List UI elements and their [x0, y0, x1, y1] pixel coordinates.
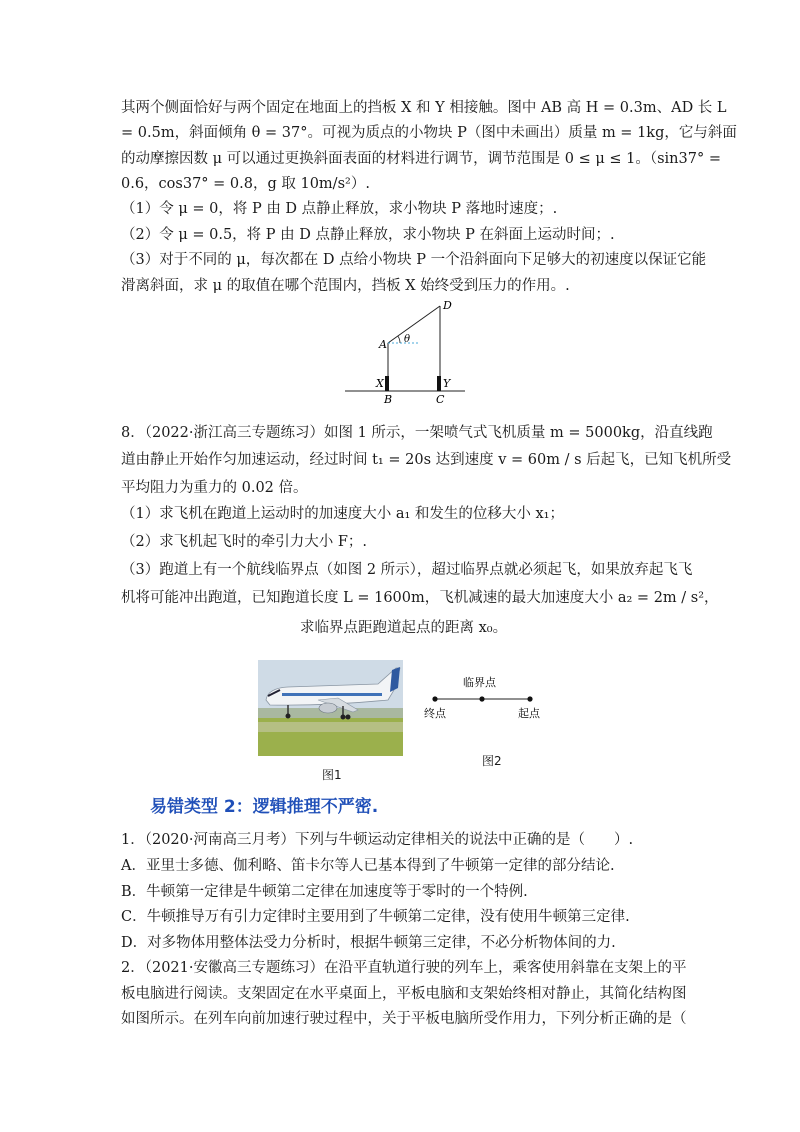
question-3: （3）对于不同的 μ，每次都在 D 点给小物块 P 一个沿斜面向下足够大的初速度以保证它能	[121, 252, 707, 268]
figure-1-caption: 图1	[322, 768, 342, 782]
problem-8-q1: （1）求飞机在跑道上运动时的加速度大小 a₁ 和发生的位移大小 x₁；	[121, 506, 564, 522]
label-X: X	[376, 377, 384, 390]
label-theta: θ	[404, 334, 411, 345]
question-3-cont: 滑离斜面，求 μ 的取值在哪个范围内，挡板 X 始终受到压力的作用。.	[121, 278, 570, 294]
label-critical-point: 临界点	[463, 676, 496, 689]
text-line: = 0.5m，斜面倾角 θ = 37°。可视为质点的小物块 P（图中未画出）质量 m = 1kg，它与斜面	[121, 125, 737, 141]
airplane-photo	[258, 660, 403, 756]
problem-8-line: 平均阻力为重力的 0.02 倍。	[121, 480, 308, 496]
problem-8-line: 道由静止开始作匀加速运动，经过时间 t₁ = 20s 达到速度 v = 60m / s 后起飞，已知飞机所受	[121, 452, 732, 468]
label-A: A	[379, 338, 387, 351]
problem-1-stem: 1．（2020·河南高三月考）下列与牛顿运动定律相关的说法中正确的是（ ）.	[121, 832, 634, 848]
label-Y: Y	[443, 377, 451, 390]
text-line: 其两个侧面恰好与两个固定在地面上的挡板 X 和 Y 相接触。图中 AB 高 H = 0.3m、AD 长 L	[121, 100, 727, 116]
problem-8-q3-cont: 机将可能冲出跑道，已知跑道长度 L = 1600m，飞机减速的最大加速度大小 a₂ = 2m / s²，	[121, 590, 719, 606]
text-line: 的动摩擦因数 μ 可以通过更换斜面表面的材料进行调节，调节范围是 0 ≤ μ ≤ 1。（sin37° =	[121, 151, 721, 167]
label-B: B	[384, 393, 393, 404]
figure-2-caption: 图2	[482, 754, 502, 768]
option-c: C．牛顿推导万有引力定律时主要用到了牛顿第二定律，没有使用牛顿第三定律.	[121, 909, 630, 925]
problem-2-line: 板电脑进行阅读。支架固定在水平桌面上，平板电脑和支架始终相对静止，其简化结构图	[121, 986, 687, 1002]
option-d: D．对多物体用整体法受力分析时，根据牛顿第三定律，不必分析物体间的力.	[121, 935, 616, 951]
runway-diagram	[420, 672, 560, 722]
problem-8-q2: （2）求飞机起飞时的牵引力大小 F；.	[121, 534, 368, 550]
option-b: B．牛顿第一定律是牛顿第二定律在加速度等于零时的一个特例.	[121, 884, 528, 900]
question-2: （2）令 μ = 0.5，将 P 由 D 点静止释放，求小物块 P 在斜面上运动时间；.	[121, 227, 615, 243]
label-end-point: 终点	[424, 707, 446, 720]
label-D: D	[443, 299, 452, 312]
problem-8-q3-cont: 求临界点距跑道起点的距离 x₀。	[300, 620, 508, 636]
text-line: 0.6，cos37° = 0.8，g 取 10m/s²）.	[121, 176, 370, 192]
problem-8-q3: （3）跑道上有一个航线临界点（如图 2 所示），超过临界点就必须起飞，如果放弃起飞飞	[121, 562, 693, 578]
problem-2-line: 如图所示。在列车向前加速行驶过程中，关于平板电脑所受作用力，下列分析正确的是（	[121, 1011, 687, 1027]
question-1: （1）令 μ = 0，将 P 由 D 点静止释放，求小物块 P 落地时速度；.	[121, 201, 558, 217]
label-start-point: 起点	[518, 707, 540, 720]
label-C: C	[436, 393, 445, 404]
problem-8-line: 8．（2022·浙江高三专题练习）如图 1 所示，一架喷气式飞机质量 m = 5000kg，沿直线跑	[121, 425, 713, 441]
problem-2-line: 2．（2021·安徽高三专题练习）在沿平直轨道行驶的列车上，乘客使用斜靠在支架上的平	[121, 960, 687, 976]
section-heading: 易错类型 2：逻辑推理不严密.	[150, 797, 379, 817]
option-a: A．亚里士多德、伽利略、笛卡尔等人已基本得到了牛顿第一定律的部分结论.	[121, 858, 615, 874]
incline-diagram	[340, 296, 470, 404]
